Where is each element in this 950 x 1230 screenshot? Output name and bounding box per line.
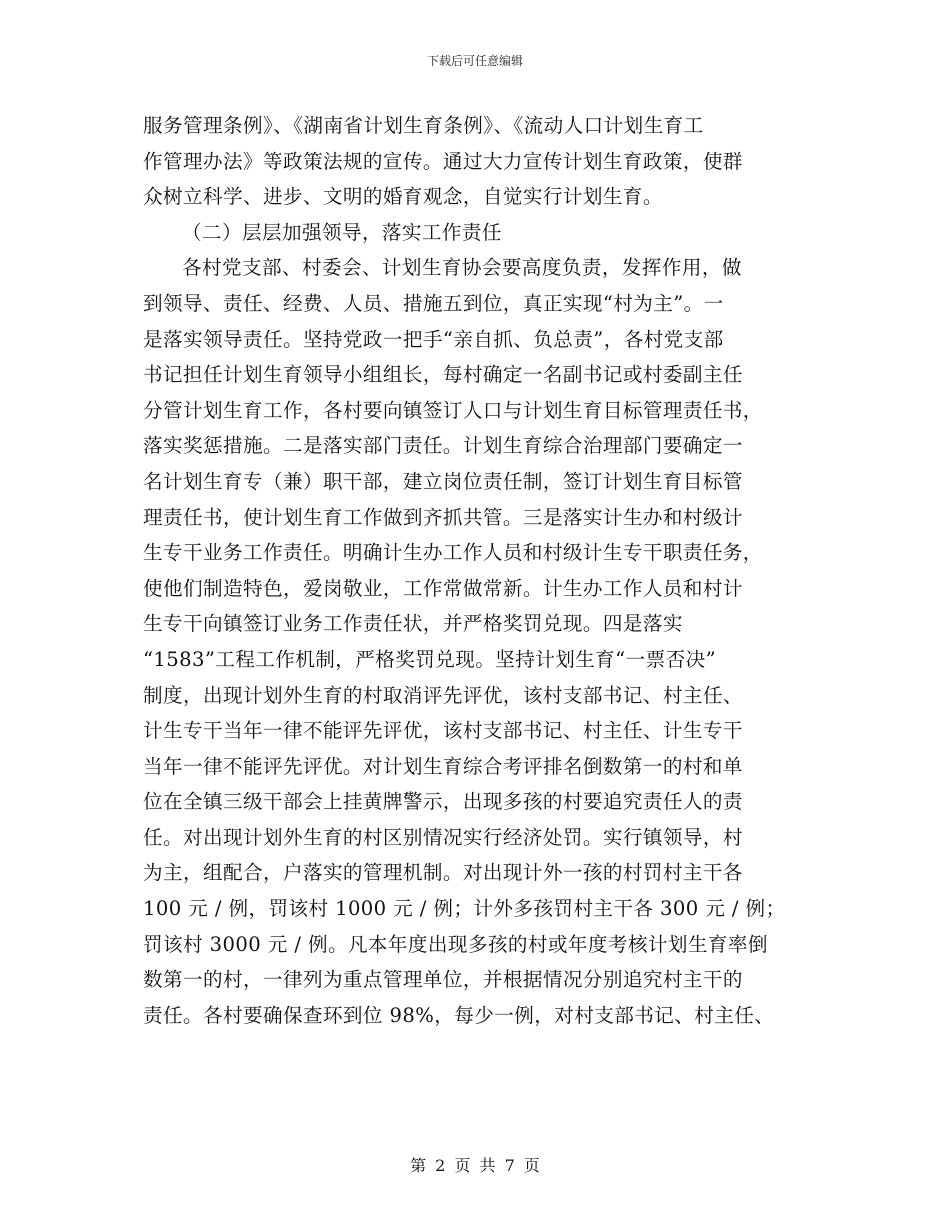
text-line: 书记担任计划生育领导小组组长，每村确定一名副书记或村委副主任	[143, 363, 743, 387]
text-line: 100 元 / 例，罚该村 1000 元 / 例；计外多孩罚村主干各 300 元 / 例；	[143, 897, 786, 921]
text-line: “1583”工程工作机制，严格奖罚兑现。坚持计划生育“一票否决”	[143, 647, 716, 671]
document-body	[143, 108, 823, 1033]
text-line: 当年一律不能评先评优。对计划生育综合考评排名倒数第一的村和单	[143, 754, 743, 778]
text-line: 众树立科学、进步、文明的婚育观念，自觉实行计划生育。	[143, 185, 663, 209]
page-header: 下载后可任意编辑	[426, 54, 523, 68]
text-line: 任。对出现计划外生育的村区别情况实行经济处罚。实行镇领导，村	[143, 825, 743, 849]
text-line: 理责任书，使计划生育工作做到齐抓共管。三是落实计生办和村级计	[143, 505, 743, 529]
section-heading: （二）层层加强领导，落实工作责任	[182, 220, 502, 244]
text-line: 生专干向镇签订业务工作责任状，并严格奖罚兑现。四是落实	[143, 612, 683, 636]
text-line: 为主，组配合，户落实的管理机制。对出现计外一孩的村罚村主干各	[143, 861, 743, 885]
page-number: 第 2 页 共 7 页	[410, 1156, 540, 1175]
text-line: 落实奖惩措施。二是落实部门责任。计划生育综合治理部门要确定一	[143, 434, 743, 458]
text-line: 罚该村 3000 元 / 例。凡本年度出现多孩的村或年度考核计划生育率倒	[143, 932, 768, 956]
text-line: 责任。各村要确保查环到位 98%，每少一例，对村支部书记、村主任、	[143, 1003, 775, 1027]
text-line: 是落实领导责任。坚持党政一把手“亲自抓、负总责”，各村党支部	[143, 327, 724, 351]
text-line: 到领导、责任、经费、人员、措施五到位，真正实现“村为主”。一	[143, 291, 724, 315]
text-line: 制度，出现计划外生育的村取消评先评优，该村支部书记、村主任、	[143, 683, 743, 707]
text-line: 名计划生育专（兼）职干部，建立岗位责任制，签订计划生育目标管	[143, 469, 743, 493]
text-line: 作管理办法》等政策法规的宣传。通过大力宣传计划生育政策，使群	[143, 149, 743, 173]
text-line: 数第一的村，一律列为重点管理单位，并根据情况分别追究村主干的	[143, 968, 743, 992]
text-line: 位在全镇三级干部会上挂黄牌警示，出现多孩的村要追究责任人的责	[143, 790, 743, 814]
text-line: 分管计划生育工作，各村要向镇签订人口与计划生育目标管理责任书，	[143, 398, 763, 422]
paragraph-start: 各村党支部、村委会、计划生育协会要高度负责，发挥作用，做	[182, 256, 742, 280]
text-line: 服务管理条例》、《湖南省计划生育条例》、《流动人口计划生育工	[143, 114, 704, 137]
text-line: 生专干业务工作责任。明确计生办工作人员和村级计生专干职责任务，	[143, 541, 763, 565]
text-line: 使他们制造特色，爱岗敬业，工作常做常新。计生办工作人员和村计	[143, 576, 743, 600]
text-line: 计生专干当年一律不能评先评优，该村支部书记、村主任、计生专干	[143, 719, 743, 743]
